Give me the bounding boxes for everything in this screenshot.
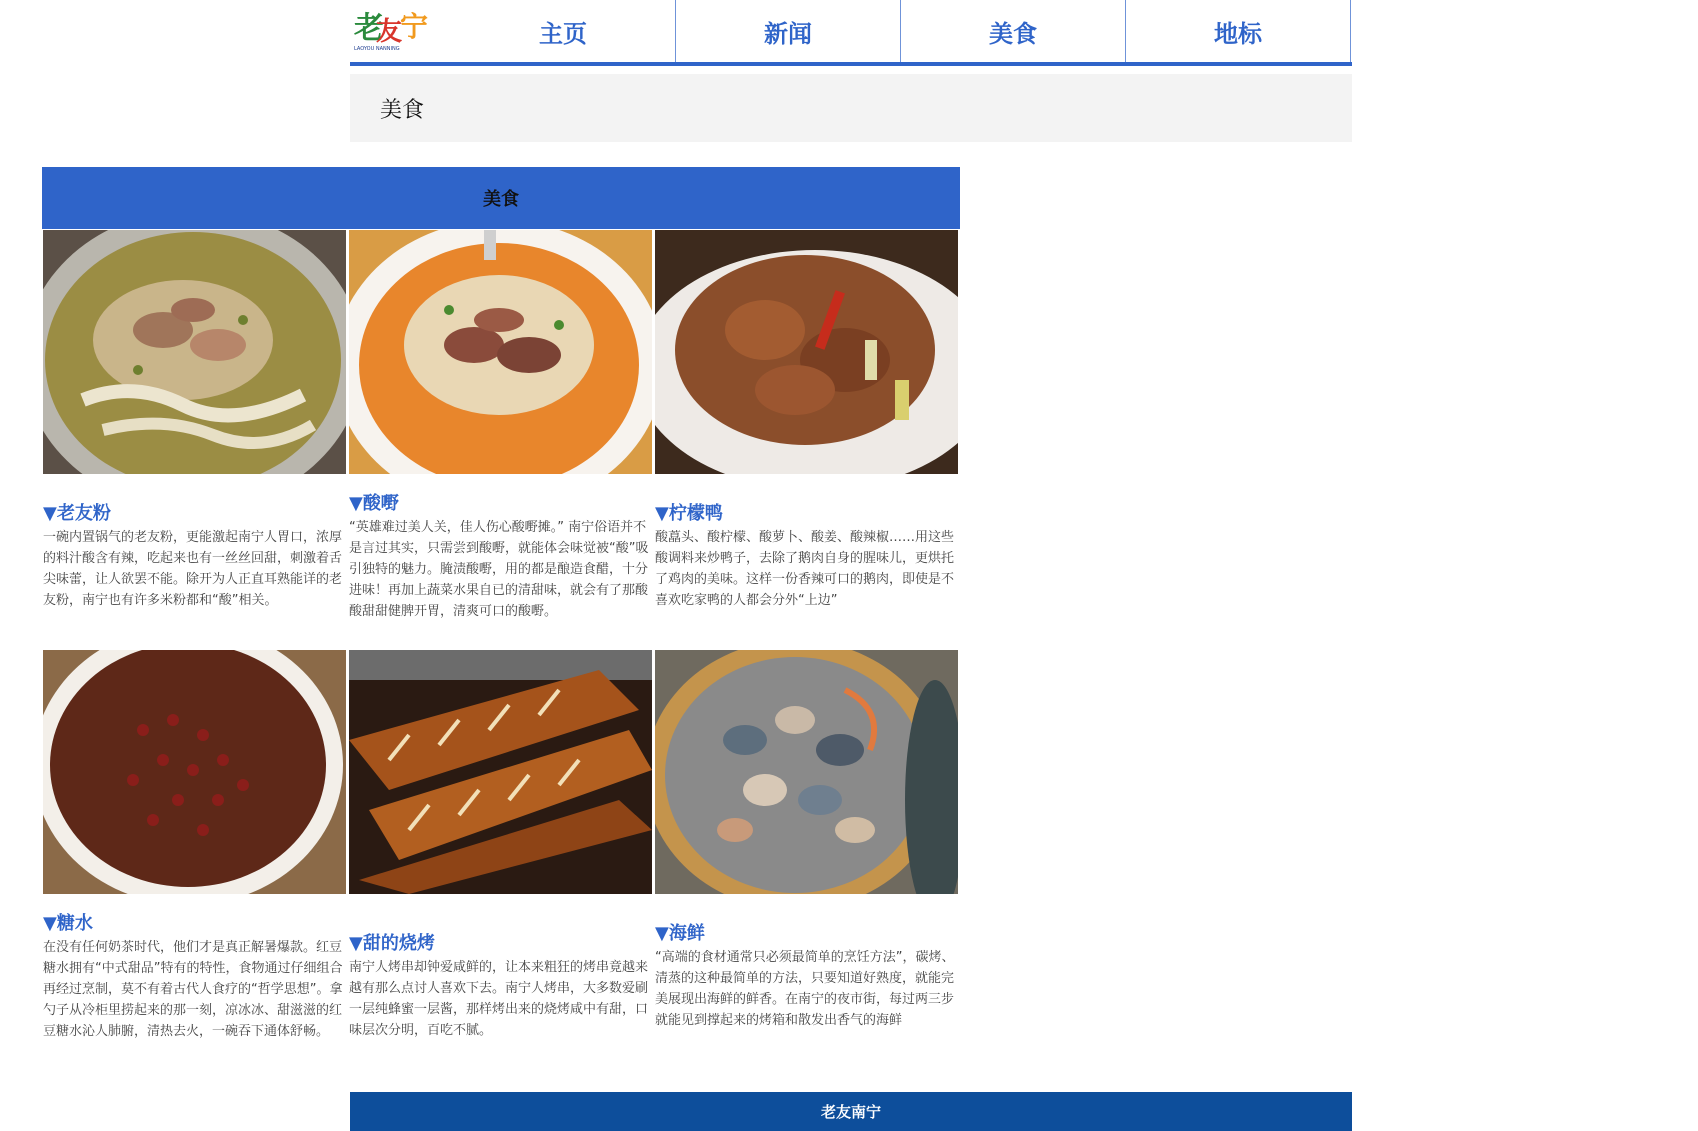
bbq-ribs-photo[interactable] bbox=[349, 650, 652, 894]
food-description: 在没有任何奶茶时代，他们才是真正解暑爆款。红豆糖水拥有“中式甜品”特有的特性，食物通过仔细组合再经过烹制，莫不有着古代人食疗的“哲学思想”。拿勺子从冷柜里捞起来的那一刻，凉冰冰、甜滋滋的红豆糖水沁人肺腑，清热去火，一碗吞下通体舒畅。 bbox=[43, 940, 343, 1039]
food-card-suanye bbox=[348, 229, 654, 649]
food-title: ▼甜的烧烤 bbox=[349, 933, 435, 954]
food-title: ▼柠檬鸭 bbox=[655, 503, 723, 524]
food-description: “英雄难过美人关，佳人伤心酸嘢摊。” 南宁俗语并不是言过其实，只需尝到酸嘢，就能体会味觉被“酸”吸引独特的魅力。腌渍酸嘢，用的都是酿造食醋，十分进味！再加上蔬菜水果自已的清甜味，就会有了那酸酸甜甜健脾开胃，清爽可口的酸嘢。 bbox=[349, 520, 649, 619]
logo-char-1: 老 bbox=[354, 11, 384, 46]
food-description: “高端的食材通常只必须最简单的烹饪方法”，碳烤、清蒸的这种最简单的方法，只要知道好熟度，就能完美展现出海鲜的鲜香。在南宁的夜市街，每过两三步就能见到撑起来的烤箱和散发出香气的海鲜 bbox=[655, 950, 955, 1028]
food-card-bbq bbox=[348, 649, 654, 1069]
logo-char-2: 友 bbox=[376, 17, 403, 47]
food-title: ▼海鲜 bbox=[655, 923, 705, 944]
food-card-tangshui bbox=[42, 649, 348, 1069]
food-title: ▼酸嘢 bbox=[349, 493, 399, 514]
food-card-laoyoufen bbox=[42, 229, 348, 649]
nav-menu bbox=[451, 0, 1351, 62]
nav-item-food[interactable]: 美食 bbox=[901, 0, 1126, 62]
food-description: 酸藠头、酸柠檬、酸萝卜、酸姜、酸辣椒……用这些酸调料来炒鸭子，去除了鹅肉自身的腥味儿，更烘托了鸡肉的美味。这样一份香辣可口的鹅肉，即使是不喜欢吃家鸭的人都会分外“上边” bbox=[655, 530, 955, 608]
nav-item-landmark[interactable]: 地标 bbox=[1126, 0, 1351, 62]
food-title: ▼糖水 bbox=[43, 913, 93, 934]
page-title: 美食 bbox=[350, 74, 1352, 142]
site-logo[interactable] bbox=[352, 4, 432, 58]
top-nav bbox=[350, 0, 1352, 66]
nav-item-home[interactable]: 主页 bbox=[451, 0, 676, 62]
food-card-seafood bbox=[654, 649, 960, 1069]
food-description: 一碗内置锅气的老友粉，更能激起南宁人胃口，浓厚的料汁酸含有辣，吃起来也有一丝丝回甜，刺激着舌尖味蕾，让人欲罢不能。除开为人正直耳熟能详的老友粉，南宁也有许多米粉都和“酸”相关。 bbox=[43, 530, 343, 608]
logo-subtitle: LAOYOU NANNING bbox=[354, 46, 400, 52]
food-grid bbox=[42, 229, 960, 1069]
laoyou-noodle-photo[interactable] bbox=[43, 230, 346, 474]
logo-char-3: 宁 bbox=[400, 10, 429, 43]
lemon-duck-photo[interactable] bbox=[655, 230, 958, 474]
food-title: ▼老友粉 bbox=[43, 503, 111, 524]
pickle-noodle-photo[interactable] bbox=[349, 230, 652, 474]
food-description: 南宁人烤串却钟爱咸鲜的，让本来粗狂的烤串竟越来越有那么点讨人喜欢下去。南宁人烤串，大多数爱刷一层纯蜂蜜一层酱，那样烤出来的烧烤咸中有甜，口味层次分明，百吃不腻。 bbox=[349, 960, 649, 1038]
red-bean-soup-photo[interactable] bbox=[43, 650, 346, 894]
food-section bbox=[42, 167, 960, 1069]
food-card-lemon-duck bbox=[654, 229, 960, 649]
section-heading: 美食 bbox=[42, 167, 960, 229]
site-footer: 老友南宁 bbox=[350, 1092, 1352, 1131]
seafood-photo[interactable] bbox=[655, 650, 958, 894]
nav-item-news[interactable]: 新闻 bbox=[676, 0, 901, 62]
page-wrapper bbox=[350, 0, 1352, 142]
